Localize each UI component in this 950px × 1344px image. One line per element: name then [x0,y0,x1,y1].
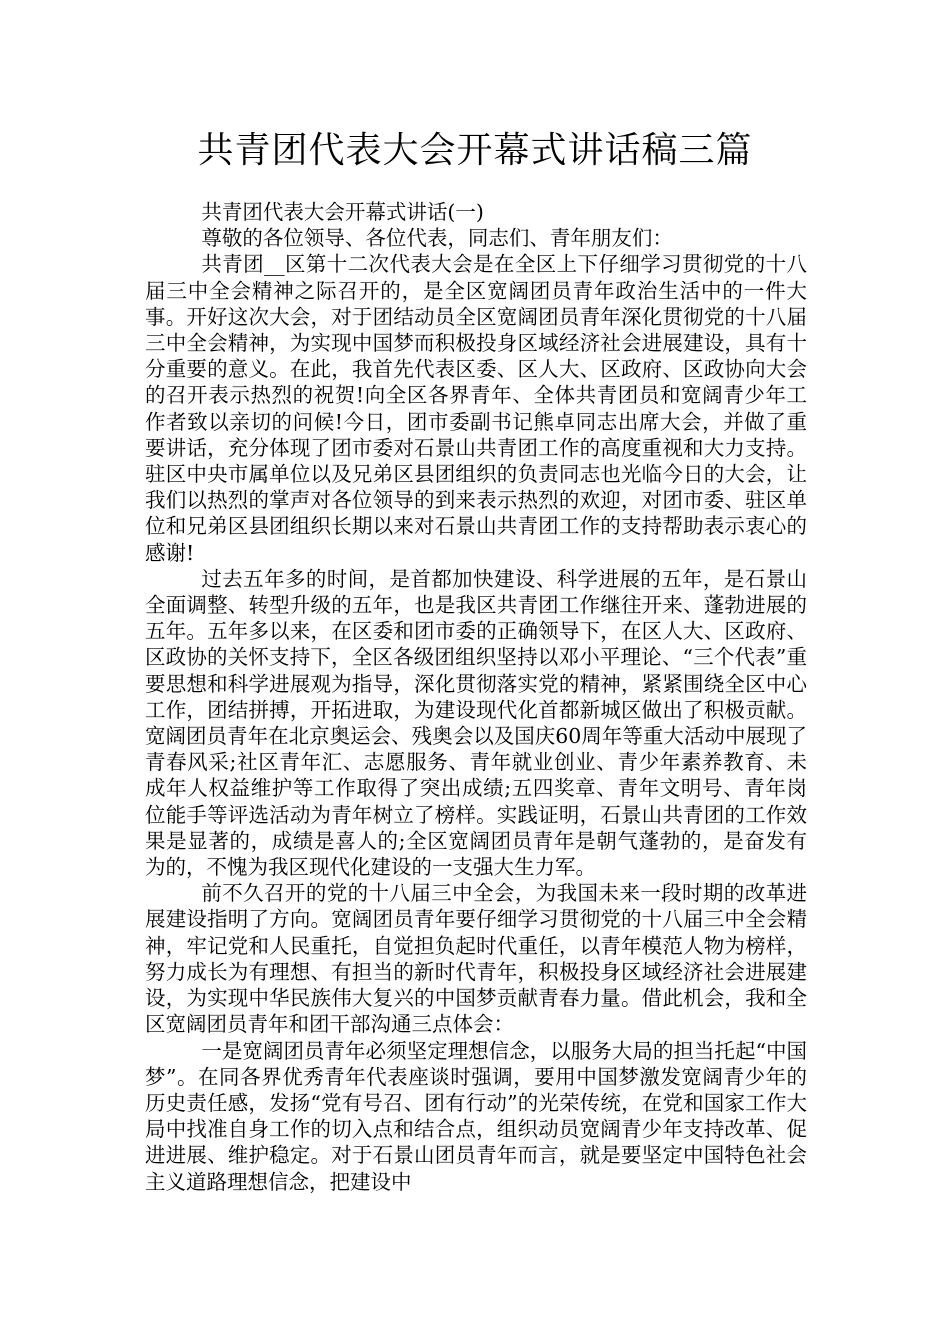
section-heading: 共青团代表大会开幕式讲话(一) [201,200,484,224]
salutation: 尊敬的各位领导、各位代表，同志们、青年朋友们： [201,226,673,251]
paragraph: 一是宽阔团员青年必须坚定理想信念，以服务大局的担当托起“中国梦”。在同各界优秀青年代表座谈时强调，要用中国梦激发宽阔青少年的历史责任感，发扬“党有号召、团有行动”的光荣传统，在党和国家工作大局中找准自身工作的切入点和结合点，组织动员宽阔青少年支持改革、促进进展、维护稳定。对于石景山团员青年而言，就是要坚定中国特色社会主义道路理想信念，把建设中 [145,1038,807,1194]
document-body [145,199,807,1195]
document-title: 共青团代表大会开幕式讲话稿三篇 [197,130,753,171]
paragraph: 过去五年多的时间，是首都加快建设、科学进展的五年，是石景山全面调整、转型升级的五年，也是我区共青团工作继往开来、蓬勃进展的五年。五年多以来，在区委和团市委的正确领导下，在区人大、区政府、区政协的关怀支持下，全区各级团组织坚持以邓小平理论、“三个代表”重要思想和科学进展观为指导，深化贯彻落实党的精神，紧紧围绕全区中心工作，团结拼搏，开拓进取，为建设现代化首都新城区做出了积极贡献。宽阔团员青年在北京奥运会、残奥会以及国庆60周年等重大活动中展现了青春风采;社区青年汇、志愿服务、青年就业创业、青少年素养教育、未成年人权益维护等工作取得了突出成绩;五四奖章、青年文明号、青年岗位能手等评选活动为青年树立了榜样。实践证明，石景山共青团的工作效果是显著的，成绩是喜人的;全区宽阔团员青年是朝气蓬勃的，是奋发有为的，不愧为我区现代化建设的一支强大生力军。 [145,566,807,880]
paragraph: 共青团__区第十二次代表大会是在全区上下仔细学习贯彻党的十八届三中全会精神之际召开的，是全区宽阔团员青年政治生活中的一件大事。开好这次大会，对于团结动员全区宽阔团员青年深化贯彻党的十八届三中全会精神，为实现中国梦而积极投身区域经济社会进展建设，具有十分重要的意义。在此，我首先代表区委、区人大、区政府、区政协向大会的召开表示热烈的祝贺!向全区各界青年、全体共青团员和宽阔青少年工作者致以亲切的问候!今日，团市委副书记熊卓同志出席大会，并做了重要讲话，充分体现了团市委对石景山共青团工作的高度重视和大力支持。驻区中央市属单位以及兄弟区县团组织的负责同志也光临今日的大会，让我们以热烈的掌声对各位领导的到来表示热烈的欢迎，对团市委、驻区单位和兄弟区县团组织长期以来对石景山共青团工作的支持帮助表示衷心的感谢! [145,252,807,565]
paragraph: 前不久召开的党的十八届三中全会，为我国未来一段时期的改革进展建设指明了方向。宽阔团员青年要仔细学习贯彻党的十八届三中全会精神，牢记党和人民重托，自觉担负起时代重任，以青年模范人物为榜样，努力成长为有理想、有担当的新时代青年，积极投身区域经济社会进展建设，为实现中华民族伟大复兴的中国梦贡献青春力量。借此机会，我和全区宽阔团员青年和团干部沟通三点体会： [145,881,807,1037]
